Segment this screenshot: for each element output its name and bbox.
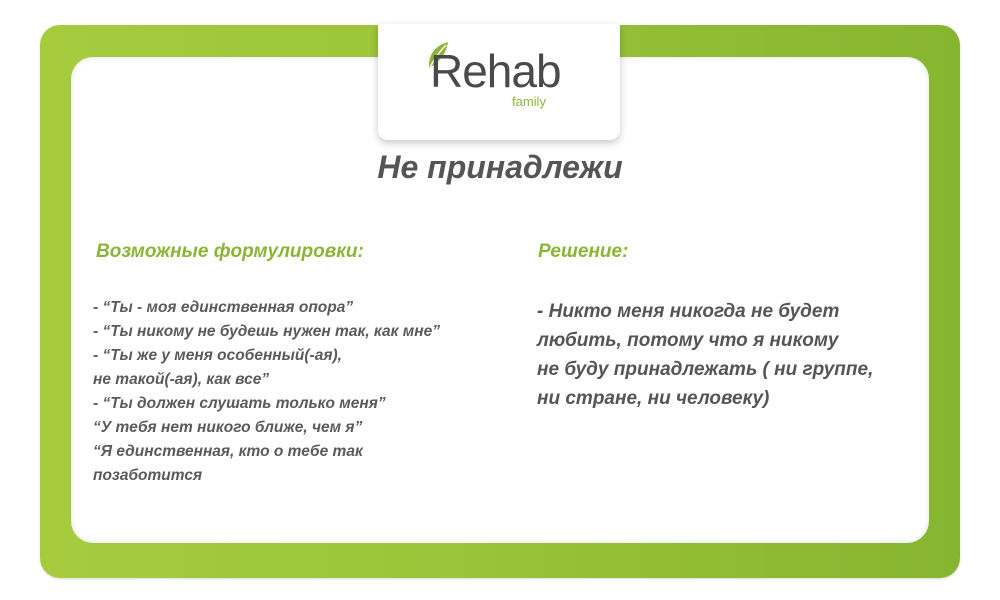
solution-line: любить, потому что я никому xyxy=(537,330,839,351)
list-item: “У тебя нет никого ближе, чем я” xyxy=(93,419,363,436)
solution-line: ни стране, ни человеку) xyxy=(537,388,770,409)
solution-line: - Никто меня никогда не будет xyxy=(537,301,840,322)
list-item: позаботится xyxy=(93,467,203,484)
list-item: - “Ты - моя единственная опора” xyxy=(93,299,354,316)
list-item: - “Ты никому не будешь нужен так, как мне” xyxy=(93,323,440,340)
phrases-heading: Возможные формулировки: xyxy=(96,241,364,262)
solution-heading: Решение: xyxy=(538,241,629,262)
logo-subtitle: family xyxy=(512,94,546,109)
solution-line: не буду принадлежать ( ни группе, xyxy=(537,359,874,380)
list-item: “Я единственная, кто о тебе так xyxy=(93,443,363,460)
list-item: - “Ты же у меня особенный(-ая), xyxy=(93,347,342,364)
phrases-list xyxy=(93,296,513,488)
list-item: - “Ты должен слушать только меня” xyxy=(93,395,386,412)
logo-brand: Rehab xyxy=(430,45,561,97)
page-title: Не принадлежи xyxy=(377,149,623,185)
list-item: не такой(-ая), как все” xyxy=(93,371,270,388)
solution-text xyxy=(537,297,917,413)
